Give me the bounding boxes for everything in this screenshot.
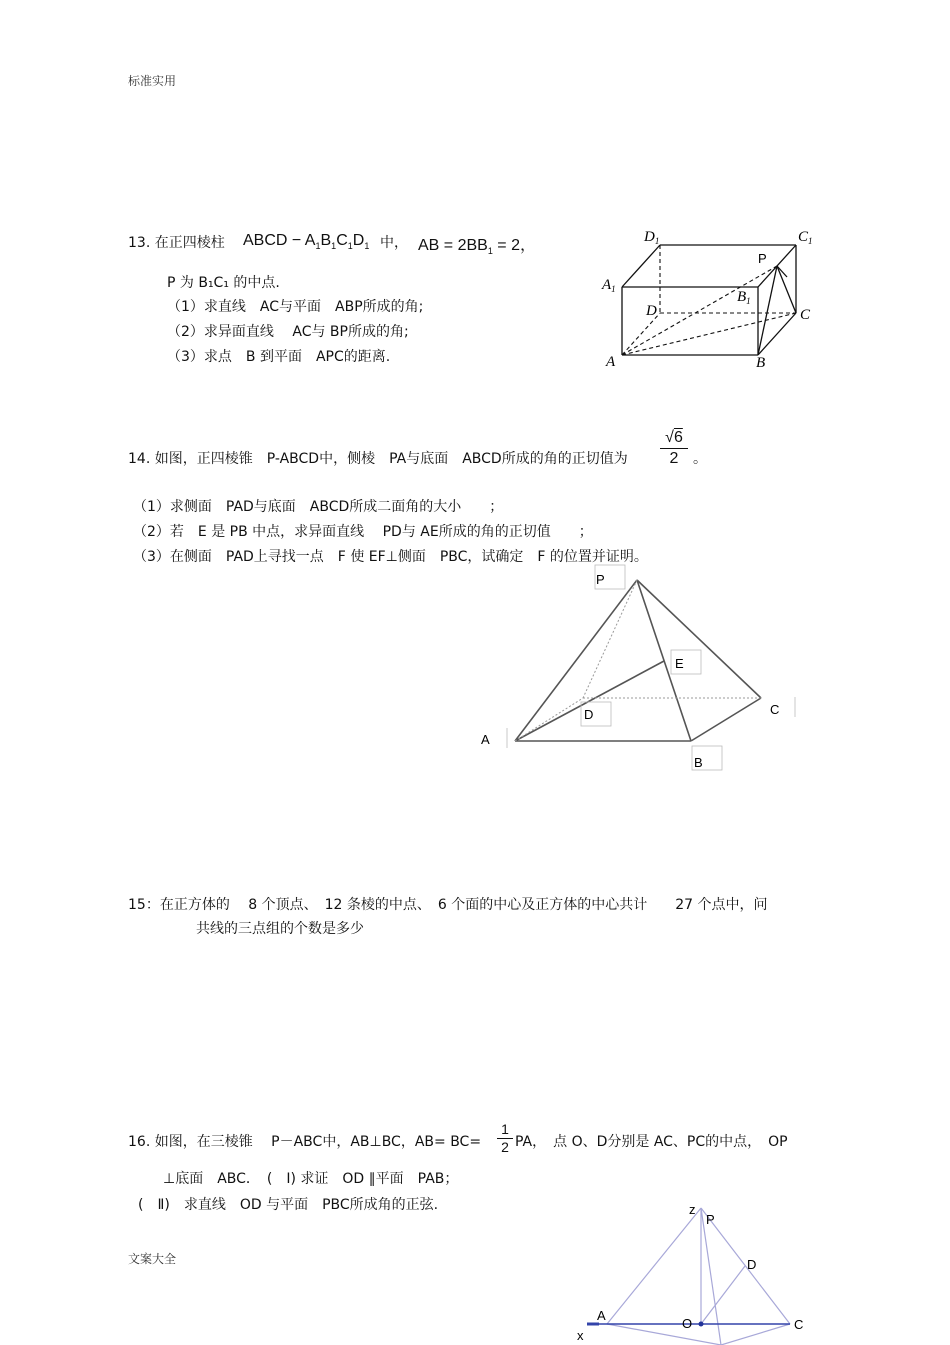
p14-end: 。 bbox=[693, 451, 707, 467]
label-D1: $D_1$ bbox=[644, 229, 660, 246]
pyramid-figure bbox=[475, 565, 795, 775]
label-A: A bbox=[606, 354, 616, 370]
label-D: D bbox=[646, 303, 657, 319]
label-C: C bbox=[770, 702, 780, 717]
label-B1: $B_1$ bbox=[737, 289, 751, 306]
label-P: P bbox=[758, 251, 767, 266]
label-D: D bbox=[747, 1257, 757, 1272]
p14-fraction bbox=[660, 428, 688, 469]
p13-line2: P 为 B₁C₁ 的中点. bbox=[167, 275, 280, 291]
p13-equation: AB = $2BB_1 = 2$， bbox=[418, 237, 536, 257]
p14-fraction-numerator: √6 bbox=[665, 429, 683, 446]
p16-fraction-denominator: 2 bbox=[501, 1139, 509, 1155]
p14-question-3: （3）在侧面 PAD上寻找一点 F 使 EF⊥侧面 PBC，试确定 F 的位置并证明。 bbox=[133, 549, 648, 565]
tetrahedron-figure bbox=[575, 1200, 815, 1345]
label-A1: $A_1$ bbox=[602, 277, 616, 294]
p16-tail: PA， 点 O、D分别是 AC、PC的中点， OP bbox=[515, 1134, 788, 1150]
p13-question-3: （3）求点 B 到平面 APC的距离. bbox=[167, 349, 391, 365]
p15-line2: 共线的三点组的个数是多少 bbox=[196, 921, 364, 937]
label-A: A bbox=[597, 1308, 606, 1323]
label-C1: $C_1$ bbox=[798, 229, 813, 246]
p15-line1: 15：在正方体的 8 个顶点、 12 条棱的中点、 6 个面的中心及正方体的中心共计 27 个点中，问 bbox=[128, 897, 768, 913]
label-B: B bbox=[694, 755, 703, 770]
p14-fraction-denominator: 2 bbox=[669, 450, 679, 467]
label-B: B bbox=[756, 355, 766, 371]
label-P: P bbox=[706, 1212, 715, 1227]
page-footer: 文案大全 bbox=[128, 1252, 177, 1266]
p13-question-1: （1）求直线 AC与平面 ABP所成的角; bbox=[167, 299, 424, 315]
p13-solid-notation: ABCD − $A_1B_1C_1D_1$ bbox=[243, 232, 370, 252]
label-z: z bbox=[689, 1202, 696, 1217]
p16-fraction bbox=[497, 1121, 513, 1156]
p13-lead: 13. 在正四棱柱 bbox=[128, 235, 225, 251]
p14-lead: 14. 如图，正四棱锥 P-ABCD中，侧棱 PA与底面 ABCD所成的角的正切值为 bbox=[128, 451, 628, 467]
p16-line3: ( Ⅱ) 求直线 OD 与平面 PBC所成角的正弦. bbox=[138, 1197, 439, 1213]
p13-mid: 中， bbox=[380, 235, 408, 251]
p16-fraction-numerator: 1 bbox=[501, 1121, 509, 1137]
label-D: D bbox=[584, 707, 594, 722]
label-A: A bbox=[481, 732, 490, 747]
label-x: x bbox=[577, 1328, 584, 1343]
page-header: 标准实用 bbox=[128, 74, 177, 88]
label-E: E bbox=[675, 656, 684, 671]
label-C: C bbox=[800, 307, 811, 323]
label-O: O bbox=[682, 1316, 693, 1331]
p14-question-2: （2）若 E 是 PB 中点，求异面直线 PD与 AE所成的角的正切值 ； bbox=[133, 524, 593, 540]
label-P: P bbox=[596, 572, 605, 587]
label-C: C bbox=[794, 1317, 804, 1332]
p16-lead: 16. 如图，在三棱锥 P－ABC中，AB⊥BC，AB= BC= bbox=[128, 1134, 482, 1150]
p16-line2: ⊥底面 ABC． ( Ⅰ) 求证 OD ∥平面 PAB； bbox=[163, 1171, 459, 1187]
prism-figure bbox=[600, 225, 830, 375]
p14-question-1: （1）求侧面 PAD与底面 ABCD所成二面角的大小 ； bbox=[133, 499, 504, 515]
p13-question-2: （2）求异面直线 AC与 BP所成的角; bbox=[167, 324, 409, 340]
